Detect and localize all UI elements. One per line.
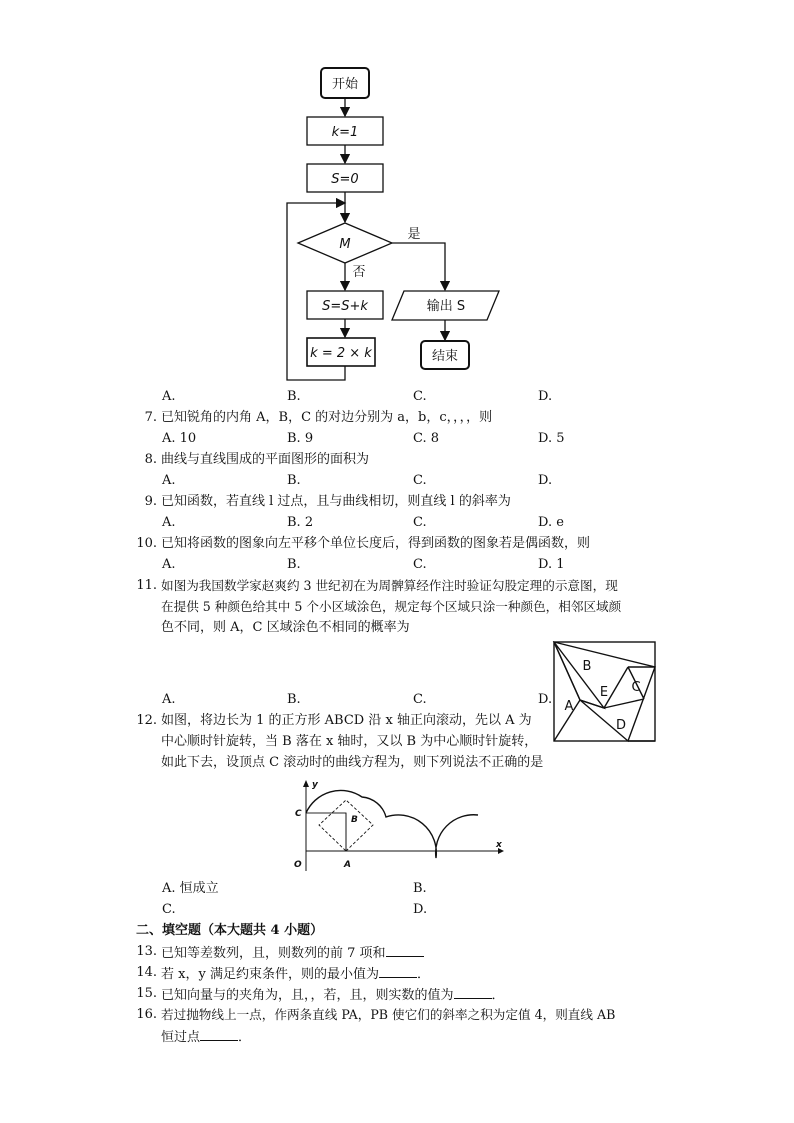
q12-number: 12. (136, 713, 157, 728)
q11-option-a: A. (162, 692, 176, 707)
q11-line-2: 在提供 5 种颜色给其中 5 个小区域涂色，规定每个区域只涂一种颜色，相邻区域颜 (161, 599, 622, 614)
q11-region-b: B (582, 659, 592, 674)
q12-line-3: 如此下去，设顶点 C 滚动时的曲线方程为，则下列说法不正确的是 (161, 755, 544, 770)
q6-option-c: C. (413, 389, 427, 404)
q11-zhao-shuang-figure (552, 640, 658, 744)
flow-condition-label: M (339, 237, 351, 252)
q7-option-d: D. 5 (538, 431, 565, 446)
q14-answer-blank[interactable] (379, 965, 417, 978)
q7-option-b: B. 9 (287, 431, 314, 446)
q10-option-b: B. (287, 557, 301, 572)
q15-text-line (161, 986, 505, 1004)
q8-text: 曲线与直线围成的平面图形的面积为 (161, 452, 370, 467)
q10-text: 已知将函数的图象向左平移个单位长度后，得到函数的图象若是偶函数，则 (161, 536, 591, 551)
flow-init-s-label: S=0 (331, 172, 359, 187)
flow-yes-label: 是 (407, 227, 421, 242)
q8-option-d: D. (538, 473, 553, 488)
flow-init-k-label: k=1 (331, 125, 359, 140)
q12-label-b: B (351, 815, 358, 825)
q12-label-y: y (312, 780, 318, 790)
q12-label-a: A (344, 860, 351, 870)
flow-output-label: 输出 S (426, 299, 466, 314)
q13-answer-blank[interactable] (386, 944, 424, 957)
q12-option-a: A. 恒成立 (162, 881, 219, 896)
q12-label-x: x (496, 840, 502, 850)
q9-option-c: C. (413, 515, 427, 530)
q15-tail: ． (491, 988, 505, 1003)
q6-option-b: B. (287, 389, 301, 404)
q8-option-a: A. (162, 473, 176, 488)
q6-option-a: A. (162, 389, 176, 404)
q8-number: 8. (144, 452, 157, 467)
q16-number: 16. (136, 1007, 157, 1022)
q11-line-3: 色不同，则 A，C 区域涂色不相同的概率为 (161, 620, 410, 635)
flow-start-label: 开始 (331, 77, 359, 92)
q14-text-line (161, 965, 430, 983)
q12-option-b: B. (413, 881, 427, 896)
q12-label-o: O (294, 860, 302, 870)
q11-number: 11. (136, 578, 157, 593)
q14-tail: ． (416, 967, 430, 982)
q14-text: 若 x，y 满足约束条件，则的最小值为 (161, 967, 379, 982)
q14-number: 14. (136, 965, 157, 980)
q7-number: 7. (144, 410, 157, 425)
q7-option-c: C. 8 (413, 431, 440, 446)
q6-option-d: D. (538, 389, 553, 404)
flowchart (0, 0, 794, 400)
q13-number: 13. (136, 944, 157, 959)
flow-end-label: 结束 (431, 349, 459, 364)
q11-region-c: C (631, 680, 641, 695)
q16-line-1: 若过抛物线上一点，作两条直线 PA，PB 使它们的斜率之积为定值 4，则直线 AB (161, 1007, 616, 1022)
flow-update-s-label: S=S+k (322, 299, 368, 314)
q12-option-d: D. (413, 902, 428, 917)
q9-option-a: A. (162, 515, 176, 530)
q16-tail: ． (238, 1030, 252, 1045)
q12-label-c: C (295, 809, 302, 819)
q12-rolling-square-figure (288, 775, 508, 875)
q10-number: 10. (136, 536, 157, 551)
q10-option-d: D. 1 (538, 557, 565, 572)
q7-option-a: A. 10 (162, 431, 197, 446)
q12-line-1: 如图，将边长为 1 的正方形 ABCD 沿 x 轴正向滚动，先以 A 为 (161, 713, 532, 728)
flow-no-label: 否 (352, 265, 366, 280)
q12-option-c: C. (162, 902, 176, 917)
q10-option-c: C. (413, 557, 427, 572)
q9-option-b: B. 2 (287, 515, 314, 530)
q8-option-b: B. (287, 473, 301, 488)
flow-update-k-label: k = 2 × k (310, 346, 372, 361)
q16-line-2: 恒过点 (161, 1030, 201, 1045)
q9-text: 已知函数，若直线 l 过点，且与曲线相切，则直线 l 的斜率为 (161, 494, 511, 509)
q8-option-c: C. (413, 473, 427, 488)
q16-text-line-2 (161, 1028, 251, 1046)
q11-option-d: D. (538, 692, 553, 707)
q9-option-d: D. e (538, 515, 564, 530)
q15-number: 15. (136, 986, 157, 1001)
q11-region-d: D (615, 718, 627, 733)
q12-line-2: 中心顺时针旋转，当 B 落在 x 轴时，又以 B 为中心顺时针旋转， (161, 734, 538, 749)
q11-option-b: B. (287, 692, 301, 707)
q10-option-a: A. (162, 557, 176, 572)
section-2-title: 二、填空题（本大题共 4 小题） (136, 923, 324, 938)
q15-answer-blank[interactable] (454, 986, 492, 999)
q9-number: 9. (144, 494, 157, 509)
q11-line-1: 如图为我国数学家赵爽约 3 世纪初在为周髀算经作注时验证勾股定理的示意图，现 (161, 578, 618, 593)
q15-text: 已知向量与的夹角为，且，，若，且，则实数的值为 (161, 988, 454, 1003)
q11-region-a: A (564, 699, 574, 714)
q13-text-line (161, 944, 424, 962)
q11-region-e: E (599, 685, 609, 700)
q11-option-c: C. (413, 692, 427, 707)
q16-answer-blank[interactable] (200, 1028, 238, 1041)
q7-text: 已知锐角的内角 A，B，C 的对边分别为 a，b，c，，，，则 (161, 410, 493, 425)
q13-text: 已知等差数列，且，则数列的前 7 项和 (161, 946, 386, 961)
